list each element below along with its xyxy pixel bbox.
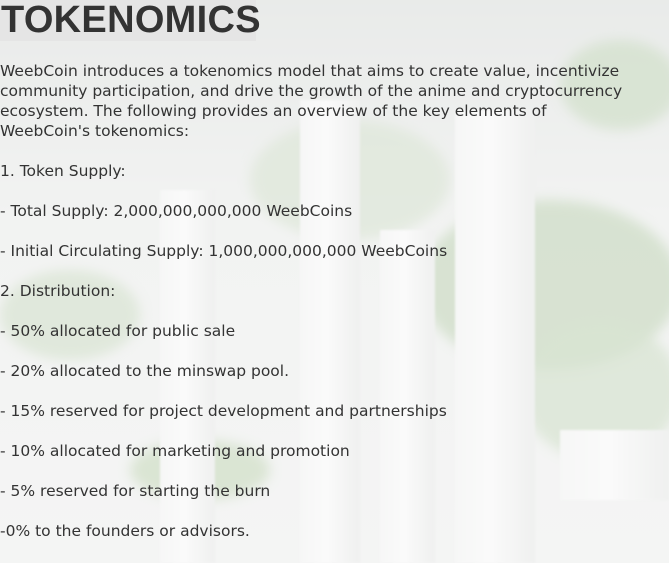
page-title: TOKENOMICS	[1, 0, 261, 41]
burn-line: - 5% reserved for starting the burn	[0, 482, 271, 500]
distribution-heading: 2. Distribution:	[0, 282, 116, 300]
circulating-supply-line: - Initial Circulating Supply: 1,000,000,000,000 WeebCoins	[0, 242, 448, 260]
intro-paragraph: WeebCoin introduces a tokenomics model that aims to create value, incentivize community participation, and drive the growth of the anime and cryptocurrency ecosystem. The following provides an overview of the key elements of WeebCoin's tokenomics:	[0, 62, 623, 140]
title-banner	[0, 0, 261, 41]
tokenomics-content	[0, 61, 640, 561]
minswap-pool-line: - 20% allocated to the minswap pool.	[0, 362, 290, 380]
token-supply-heading: 1. Token Supply:	[0, 162, 126, 180]
founders-line: -0% to the founders or advisors.	[0, 522, 250, 540]
development-line: - 15% reserved for project development and partnerships	[0, 402, 447, 420]
marketing-line: - 10% allocated for marketing and promotion	[0, 442, 350, 460]
public-sale-line: - 50% allocated for public sale	[0, 322, 236, 340]
total-supply-line: - Total Supply: 2,000,000,000,000 WeebCoins	[0, 202, 353, 220]
